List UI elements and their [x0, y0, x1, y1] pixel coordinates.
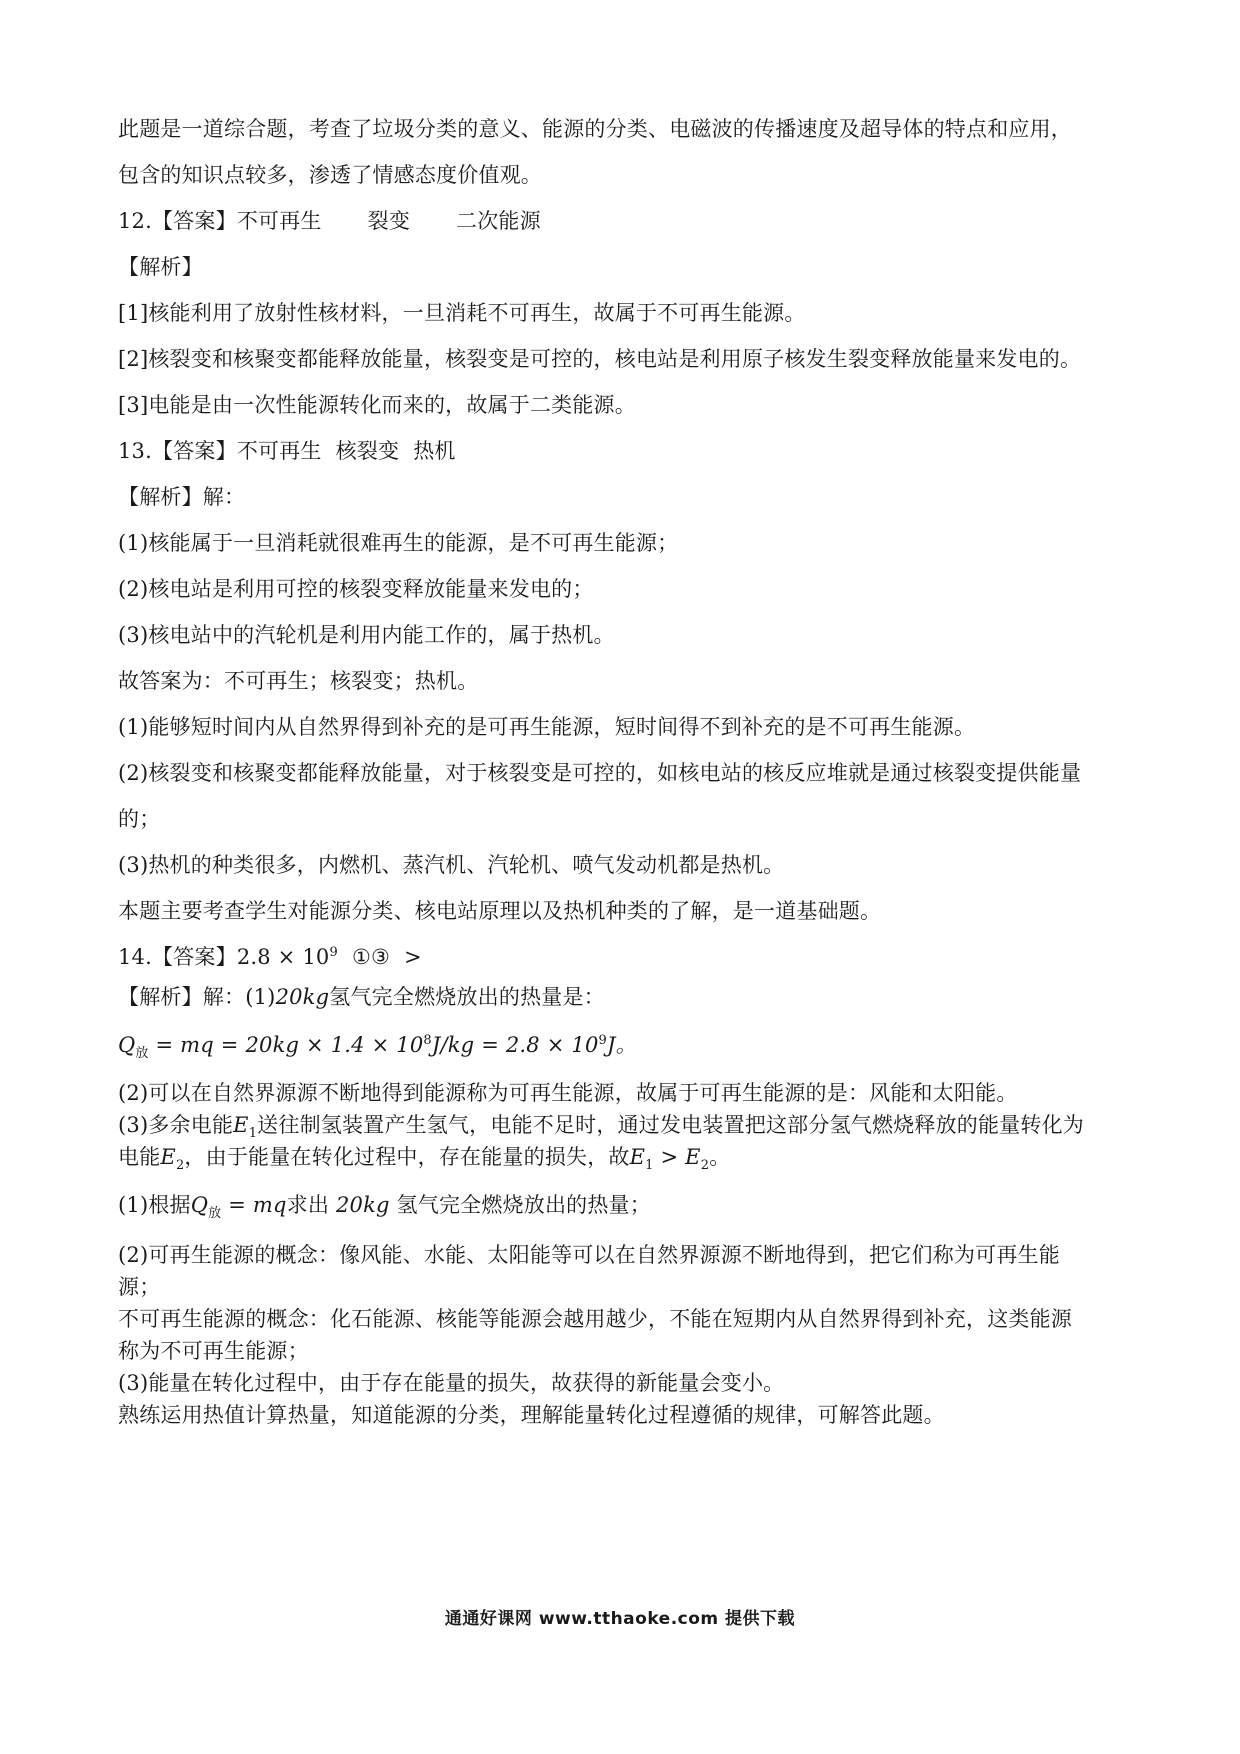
q14-answer-label: 【答案】	[152, 945, 237, 969]
q14-line-4: 电能$E_2$，由于能量在转化过程中，存在能量的损失，故$E_1 > E_2$。	[118, 1145, 731, 1174]
q13-point-1: (1)核能属于一旦消耗就很难再生的能源，是不可再生能源；	[118, 531, 679, 555]
q14-answer-line	[118, 942, 1122, 972]
q14-tip-nonrenewable: 不可再生能源的概念：化石能源、核能等能源会越用越少，不能在短期内从自然界得到补充，这类能源	[118, 1307, 1072, 1331]
q14-line-3: (3)多余电能$E_1$送往制氢装置产生氢气，电能不足时，通过发电装置把这部分氢气燃烧释放的能量转化为	[118, 1113, 1084, 1142]
q12-answer-3: 二次能源	[456, 209, 541, 233]
q13-tip-2: (2)核裂变和核聚变都能释放能量，对于核裂变是可控的，如核电站的核反应堆就是通过核裂变提供能量	[118, 761, 1082, 785]
q12-analysis-label: 【解析】	[118, 255, 203, 279]
q13-point-3: (3)核电站中的汽轮机是利用内能工作的，属于热机。	[118, 623, 615, 647]
intro-line-1: 此题是一道综合题，考查了垃圾分类的意义、能源的分类、电磁波的传播速度及超导体的特点和应用，	[118, 117, 1072, 141]
q13-answer-label: 【答案】	[152, 439, 237, 463]
q13-summary: 本题主要考查学生对能源分类、核电站原理以及热机种类的了解，是一道基础题。	[118, 899, 882, 923]
q14-answer-choice: ①③	[351, 945, 391, 969]
q13-tip-2-cont: 的；	[118, 807, 161, 831]
q13-answer-1: 不可再生	[236, 439, 322, 463]
q14-tip-2: (2)可再生能源的概念：像风能、水能、太阳能等可以在自然界源源不断地得到，把它们称为可再生能	[118, 1243, 1060, 1267]
q12-answer-line	[118, 206, 1122, 236]
q14-tip-3: (3)能量在转化过程中，由于存在能量的损失，故获得的新能量会变小。	[118, 1371, 785, 1395]
q14-tip-nonrenewable-cont: 称为不可再生能源；	[118, 1339, 309, 1363]
q13-number: 13.	[118, 439, 152, 463]
q13-answer-2: 核裂变	[335, 439, 400, 463]
q12-answer-1: 不可再生	[236, 209, 322, 233]
q14-analysis-first: 【解析】解：(1)20kg氢气完全燃烧放出的热量是：	[118, 985, 605, 1009]
page-footer: 通通好课网 www.tthaoke.com 提供下载	[444, 1609, 796, 1629]
q13-tip-1: (1)能够短时间内从自然界得到补充的是可再生能源，短时间得不到补充的是不可再生能源。	[118, 715, 976, 739]
q14-tip-1: (1)根据$Q_放$ = mq求出 20kg 氢气完全燃烧放出的热量；	[118, 1193, 651, 1222]
q12-point-3: [3]电能是由一次性能源转化而来的，故属于二类能源。	[118, 393, 636, 417]
q12-number: 12.	[118, 209, 152, 233]
q13-answer-3: 热机	[413, 439, 456, 463]
q12-point-1: [1]核能利用了放射性核材料，一旦消耗不可再生，故属于不可再生能源。	[118, 301, 806, 325]
q13-analysis-label: 【解析】解：	[118, 485, 246, 509]
intro-line-2: 包含的知识点较多，渗透了情感态度价值观。	[118, 163, 542, 187]
q13-tip-3: (3)热机的种类很多，内燃机、蒸汽机、汽轮机、喷气发动机都是热机。	[118, 853, 785, 877]
q13-conclusion: 故答案为：不可再生；核裂变；热机。	[118, 669, 479, 693]
q14-formula: $Q_放$ = mq = $20kg \times 1.4 \times 10^8J/kg = 2.8 \times 10^9J$。	[118, 1033, 637, 1062]
q12-answer-2: 裂变	[367, 209, 411, 233]
q14-summary: 熟练运用热值计算热量，知道能源的分类，理解能量转化过程遵循的规律，可解答此题。	[118, 1403, 945, 1427]
q14-answer-value: $2.8 \times 10^9$	[236, 945, 338, 969]
q12-point-2: [2]核裂变和核聚变都能释放能量，核裂变是可控的，核电站是利用原子核发生裂变释放能量来发电的。	[118, 347, 1082, 371]
q12-answer-label: 【答案】	[152, 209, 237, 233]
q14-line-2: (2)可以在自然界源源不断地得到能源称为可再生能源，故属于可再生能源的是：风能和太阳能。	[118, 1081, 1018, 1105]
q14-tip-2-cont: 源；	[118, 1275, 161, 1299]
q14-answer-compare: >	[404, 945, 422, 969]
q14-analysis-label: 【解析】解：	[118, 985, 246, 1009]
q14-number: 14.	[118, 945, 152, 969]
q13-point-2: (2)核电站是利用可控的核裂变释放能量来发电的；	[118, 577, 594, 601]
q13-answer-line	[118, 436, 1122, 466]
